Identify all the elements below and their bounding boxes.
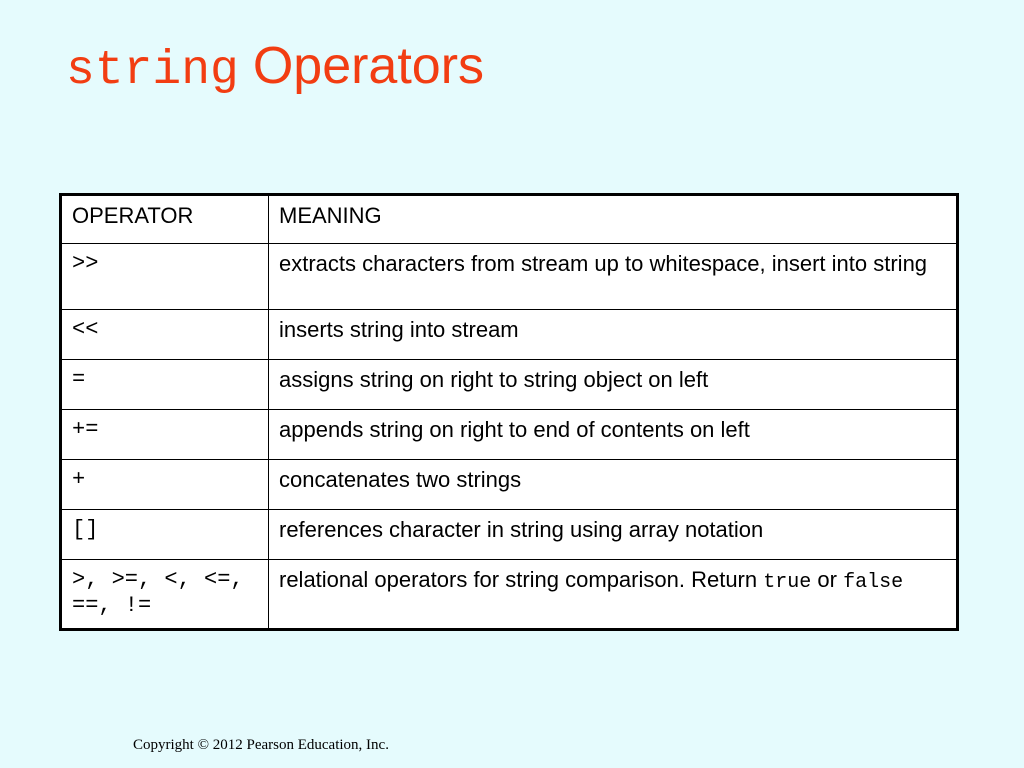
operator-cell: <<: [61, 310, 269, 360]
meaning-cell: appends string on right to end of contents on left: [269, 410, 958, 460]
meaning-or: or: [817, 567, 837, 592]
operator-cell: >>: [61, 244, 269, 310]
code-true: true: [763, 571, 812, 594]
operator-cell: +=: [61, 410, 269, 460]
meaning-cell: references character in string using array notation: [269, 510, 958, 560]
operators-table: [59, 193, 959, 631]
table-row: [61, 310, 958, 360]
table-row: [61, 460, 958, 510]
table-row: [61, 410, 958, 460]
header-operator: OPERATOR: [61, 195, 269, 244]
table-header-row: [61, 195, 958, 244]
table-row: [61, 360, 958, 410]
header-meaning: MEANING: [269, 195, 958, 244]
table-row: [61, 244, 958, 310]
meaning-cell: concatenates two strings: [269, 460, 958, 510]
table-row: [61, 510, 958, 560]
operator-cell: =: [61, 360, 269, 410]
copyright-footer: Copyright © 2012 Pearson Education, Inc.: [133, 737, 389, 753]
operator-cell: []: [61, 510, 269, 560]
operator-cell: +: [61, 460, 269, 510]
meaning-cell: assigns string on right to string object on left: [269, 360, 958, 410]
title-word: Operators: [252, 37, 485, 95]
table-row: [61, 560, 958, 630]
meaning-text: relational operators for string comparison. Return: [279, 567, 758, 592]
meaning-cell: [269, 560, 958, 630]
code-false: false: [843, 571, 904, 594]
title-code-word: string: [66, 44, 239, 98]
operator-cell: >, >=, <, <=, ==, !=: [61, 560, 269, 630]
meaning-cell: inserts string into stream: [269, 310, 958, 360]
meaning-cell: extracts characters from stream up to whitespace, insert into string: [269, 244, 958, 310]
slide-title: [66, 37, 485, 98]
